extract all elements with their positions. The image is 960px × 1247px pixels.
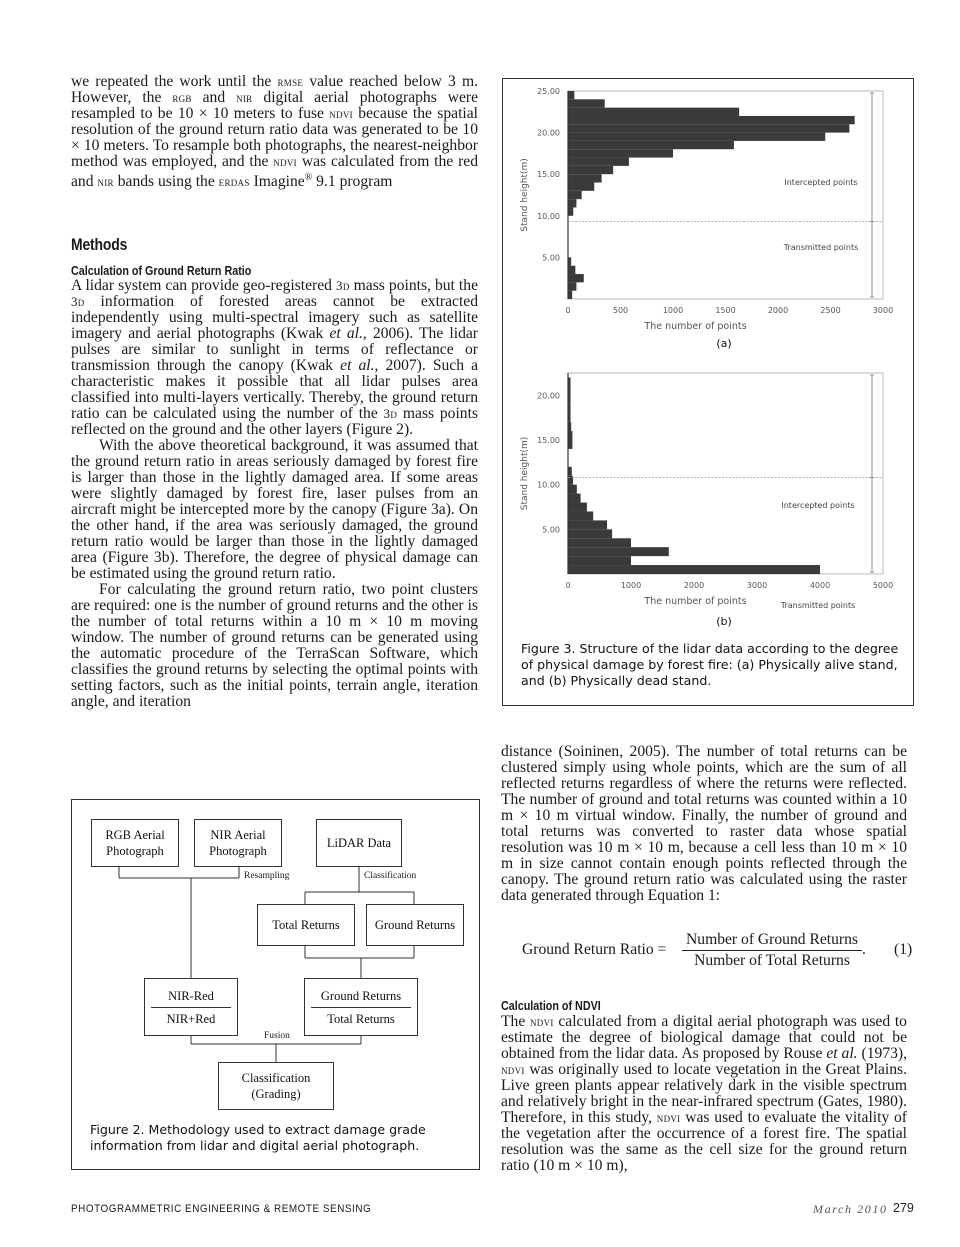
histogram-bar [568,149,673,157]
histogram-bar [568,274,584,282]
text-run: rgb [172,90,192,105]
x-tick-label: 3000 [746,581,768,590]
calc-ndvi-heading: Calculation of NDVI [501,999,601,1013]
ratio-fraction-bar [311,1007,411,1008]
histogram-bar [568,547,669,556]
histogram-bar [568,124,849,132]
rgb-line2: Photograph [106,844,164,858]
y-tick-label: 15.00 [537,170,560,180]
histogram-bar [568,556,631,565]
rgb-line1: RGB Aerial [105,828,165,842]
text-run: (1973), [857,1045,908,1062]
y-tick-label: 5.00 [542,525,560,535]
left-column [71,74,478,190]
text-run: 3d [71,294,85,309]
intercepted-points-label: Intercepted points [781,501,855,510]
text-run: , 2006). The lidar pulses are similar to sunlight in terms of reflectance or transmission through the canopy (Kwak [71,325,478,374]
text-run: mass points, but the [349,277,478,294]
paragraph-theory [71,438,478,582]
x-tick-label: 1000 [662,306,684,315]
histogram-bar [568,99,605,107]
histogram-bar [568,503,587,512]
text-run: erdas [218,174,250,190]
ratio-denominator: Total Returns [327,1011,395,1026]
resampling-label: Resampling [244,871,290,881]
total-returns-label: Total Returns [272,918,340,932]
right-body [501,1014,907,1174]
ground-returns-box [366,904,464,946]
text-run: et al. [826,1045,858,1062]
histogram-bar [568,174,602,182]
text-run: ® [304,172,313,183]
ndvi-denominator: NIR+Red [166,1011,216,1026]
text-run: With the above theoretical background, it was assumed that the ground return ratio in areas seriously damaged by forest fire is larger than those in the lightly damaged area. If some areas were slightly damaged by forest fire, laser pulses from an aircraft might be intercepted more by the canopy (Figure 3a). On the other hand, if the area was seriously damaged, the ground return ratio would be larger than those in the lightly damaged area (Figure 3b). Therefore, the degree of physical damage can be estimated using the ground return ratio. [71,437,478,582]
y-axis-label: Stand height(m) [520,436,530,511]
histogram-bar [568,476,573,485]
journal-footer: PHOTOGRAMMETRIC ENGINEERING & REMOTE SENSING [71,1203,372,1215]
text-run: was originally used to locate vegetation in the Great Plains. Live green plants appear relatively dark in the visible spectrum and relatively bright in the near-infrared spectrum (Gates, 1980). Therefore, in this study, [501,1061,907,1126]
histogram-bar [568,538,631,547]
text-run: value reached below 3 m. However, the [71,73,478,106]
transmitted-points-label: Transmitted points [780,601,856,610]
text-run: ndvi [656,1110,681,1125]
histogram-bar [568,166,613,174]
histogram-bar [568,440,572,449]
total-returns-box [257,904,355,946]
text-run: digital aerial photographs were resampled to be 10 × 10 meters to fuse [71,89,479,122]
x-tick-label: 0 [565,581,571,590]
text-run: The [501,1013,530,1030]
text-run: mass points reflected on the ground and the other layers (Figure 2). [71,405,479,438]
text-run: and [191,89,237,106]
ratio-numerator: Ground Returns [320,988,402,1003]
x-tick-label: 2000 [767,306,789,315]
text-run: ndvi [529,1014,554,1029]
nir-line1: NIR Aerial [210,828,266,842]
rgb-aerial-box [91,819,179,867]
text-run: bands using the [113,173,219,191]
y-tick-label: 20.00 [537,128,560,138]
text-run: information of forested areas cannot be extracted independently using multi-spectral imagery such as satellite imagery and aerial photographs (Kwak [71,293,478,342]
text-run: ndvi [273,154,297,169]
text-run: because the spatial resolution of the ground return ratio data was generated to be 10 × 10 meters. To resample both photographs, the nearest-neighbor method was employed, and the [71,105,478,170]
text-run: et al. [329,325,363,342]
figure-3 [502,78,914,706]
fusion-label: Fusion [264,1031,290,1041]
y-tick-label: 10.00 [537,211,560,221]
equation-fraction-bar [682,950,862,951]
histogram-bar [568,266,575,274]
equation-1 [522,931,912,975]
histogram-bar [568,485,577,494]
text-run: ndvi [329,106,353,121]
x-tick-label: 500 [612,306,629,315]
figure-2-caption: Figure 2. Methodology used to extract damage grade information from lidar and digital aerial photograph. [90,1122,426,1153]
panel-label: (b) [716,615,732,628]
classification-grading-box [218,1062,334,1110]
text-run: distance (Soininen, 2005). The number of total returns can be clustered simply using whole points, which are the sum of all reflected returns regardless of where the returns were reflected. The number of ground and total returns was counted within a 10 m × 10 m virtual window. Finally, the number of ground and total returns was converted to raster data whose spatial resolution was 10 m × 10 m, because a cell less than 10 m × 10 m in size cannot contain enough points reflected through the canopy. The ground return ratio was calculated using the raster data generated through Equation 1: [501,743,907,904]
ratio-formula-box [304,978,418,1036]
y-axis-label: Stand height(m) [520,158,530,232]
text-run: et al. [340,357,375,374]
transmitted-points-label: Transmitted points [783,243,859,252]
histogram-bar [568,141,734,149]
classification-line2: (Grading) [251,1087,301,1101]
classification-line1: Classification [241,1071,311,1085]
histogram-bar [568,511,593,520]
histogram-bar [568,108,739,116]
equation-numerator: Number of Ground Returns [686,931,858,948]
figure-2 [71,799,480,1170]
text-run: was used to evaluate the vitality of the vegetation after the occurrence of a forest fire. The spatial resolution was the same as the cell size for the ground return ratio (10 m × 10 m), [501,1109,907,1174]
y-tick-label: 25.00 [537,87,560,96]
equation-denominator: Number of Total Returns [694,952,850,969]
x-tick-label: 4000 [809,581,831,590]
paragraph-ndvi [501,1014,907,1174]
text-run: 9.1 program [312,173,393,191]
histogram-bar [568,133,825,141]
histogram-bar [568,520,607,529]
figure-3-caption: Figure 3. Structure of the lidar data according to the degree of physical damage by forest fire: (a) Physically alive stand, and (b) Physically dead stand. [521,641,899,688]
lidar-data-box [316,819,402,867]
nir-aerial-box [194,819,282,867]
text-run: calculated from a digital aerial photograph was used to estimate the degree of biological damage that could not be obtained from the lidar data. As proposed by Rouse [501,1013,907,1062]
histogram-bar [568,529,612,538]
calc-ground-return-heading: Calculation of Ground Return Ratio [71,264,252,278]
text-run: Imagine [249,173,305,191]
text-run: was calculated from the red and [71,153,478,191]
x-axis-label: The number of points [644,321,747,332]
right-column [501,744,907,904]
x-tick-label: 3000 [872,306,894,315]
x-tick-label: 0 [565,306,571,315]
lidar-label: LiDAR Data [326,836,392,850]
intro-paragraph [71,74,478,190]
x-tick-label: 1000 [620,581,642,590]
text-run: 3d [336,278,350,293]
text-run: we repeated the work until the [71,73,278,90]
page-number: 279 [893,1201,914,1215]
text-run: nir [97,174,114,190]
histogram-bar [568,91,574,99]
text-run: , 2007). Such a characteristic makes it possible that all lidar pulses area classified into multi-layers vertically. Thereby, the ground return ratio can be calculated using the number of the [71,357,478,422]
ground-returns-label: Ground Returns [374,918,456,932]
paragraph-total-returns [501,744,907,904]
histogram-bar [568,199,576,207]
nir-line2: Photograph [209,844,267,858]
x-axis-label: The number of points [644,596,747,607]
x-tick-label: 1500 [715,306,736,315]
histogram-bar [568,158,629,166]
equation-number: (1) [894,941,913,958]
chart-a [503,79,913,359]
intercepted-points-label: Intercepted points [784,178,858,187]
y-tick-label: 20.00 [537,391,560,401]
text-run: ndvi [501,1062,525,1077]
ndvi-numerator: NIR-Red [168,988,214,1003]
methods-heading: Methods [71,235,128,254]
x-tick-label: 5000 [872,581,894,590]
text-run: 3d [383,406,398,421]
text-run: A lidar system can provide geo-registered [71,277,337,294]
histogram-bar [568,431,572,440]
equation-lhs: Ground Return Ratio = [522,941,667,958]
text-run: For calculating the ground return ratio, two point clusters are required: one is the number of ground returns and the other is the number of total returns within a 10 m × 10 m moving window. The number of ground returns can be generated using the automatic procedure of the TerraScan Software, which classifies the ground returns by selecting the optimal points with setting factors, such as the initial points, terrain angle, iteration angle, and iteration [71,581,478,710]
x-tick-label: 2500 [820,306,841,315]
issue-date: March 2010 [813,1202,888,1216]
x-tick-label: 2000 [683,581,705,590]
left-body [71,278,478,710]
histogram-bar [568,291,572,299]
equation-period: . [862,941,866,958]
histogram-bar [568,207,573,215]
y-tick-label: 15.00 [537,436,560,445]
y-tick-label: 5.00 [542,253,560,263]
histogram-bar [568,494,581,503]
paragraph-clusters [71,582,478,710]
y-tick-label: 10.00 [537,480,560,490]
ndvi-fraction-bar [151,1007,231,1008]
text-run: nir [236,90,253,105]
histogram-bar [568,565,820,574]
histogram-bar [568,183,594,191]
paragraph-lidar [71,278,478,438]
chart-b [503,361,913,641]
text-run: rmse [277,74,304,89]
classification-label: Classification [364,871,417,881]
histogram-bar [568,191,582,199]
ndvi-formula-box [144,978,238,1036]
panel-label: (a) [716,337,732,350]
histogram-bar [568,116,855,124]
histogram-bar [568,282,576,290]
